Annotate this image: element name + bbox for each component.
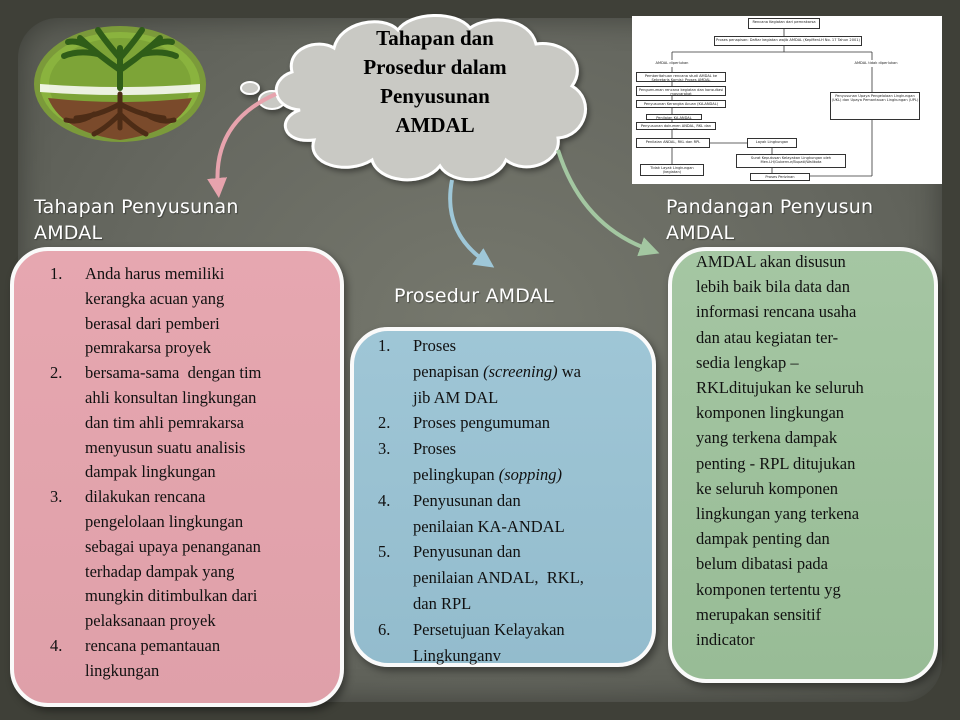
flow-node: AMDAL tidak diperlukan [840,60,912,67]
flow-node: Surat Keputusan Kelayakan Lingkungan oleh Men.LH/Gubernur/Bupati/Walikota [736,154,846,168]
flow-node: Pengumuman rencana kegiatan dan konsultasi masyarakat [636,86,726,96]
pandangan-title: Pandangan Penyusun AMDAL [666,196,874,244]
arrow-to-prosedur [450,180,486,262]
list-item: 5. Penyusunan dan penilaian ANDAL, RKL, dan RPL [378,542,584,613]
list-item: 4. Penyusunan dan penilaian KA-ANDAL [378,490,565,536]
list-item: 6. Persetujuan Kelayakan Lingkunganv [378,619,565,665]
list-item: 1. Proses penapisan (screening) wa jib AM DAL [378,336,582,407]
prosedur-title: Prosedur AMDAL [394,285,554,307]
list-item: 1. Anda harus memiliki kerangka acuan yang berasal dari pemberi pemrakarsa proyek [50,264,225,358]
flow-node: Rencana Kegiatan dari pemrakarsa [748,18,820,29]
flow-node: Proses Perizinan [750,173,810,181]
flow-node: Proses penapisan: Daftar kegiatan wajib AMDAL (KepMenLH No. 17 Tahun 2001) [714,36,862,46]
flow-node: AMDAL diperlukan [636,60,708,67]
list-item: 3. dilakukan rencana pengelolaan lingkungan sebagai upaya penanganan terhadap dampak yang mungkin ditimbulkan dari pelaksanaan proyek [50,487,261,631]
list-item: 3. Proses pelingkupan (sopping) [378,439,562,484]
pandangan-text: AMDAL akan disusun lebih baik bila data dan informasi rencana usaha dan atau kegiatan ter- sedia lengkap – RKLditujukan ke seluruh komponen lingkungan yang terkena dampak penting - RPL ditujukan ke seluruh komponen lingkungan yang terkena dampak penting dan belum dibatasi pada komponen tertentu yg merupakan sensitif indicator [696,252,864,650]
flow-node: Layak Lingkungan [747,138,797,148]
tahapan-list [50,262,330,684]
flow-node: Tidak Layak Lingkungan (kegiatan) [640,164,704,176]
cloud-title: Tahapan dan Prosedur dalam Penyusunan AMDAL [363,26,507,137]
flow-node: Penyusunan dokumen ANDAL, RKL dan RPL [636,122,716,130]
flow-node: Penilaian ANDAL, RKL dan RPL [636,138,710,148]
list-item: 2. Proses pengumuman [378,413,551,433]
list-item: 4. rencana pemantauan lingkungan [50,635,221,680]
flow-node: Penyusunan Kerangka Acuan (KA-ANDAL) [636,100,726,108]
flow-node: Penilaian KA-ANDAL [646,114,702,120]
list-item: 2. bersama-sama dengan tim ahli konsultan lingkungan dan tim ahli pemrakarsa menyusun suatu analisis dampak lingkungan [50,363,262,482]
flow-node: Penyusunan Upaya Pengelolaan Lingkungan (UKL) dan Upaya Pemantauan Lingkungan (UPL) [830,92,920,120]
flow-node: Pemberitahuan rencana studi AMDAL ke Sekretaris Komisi; Proses AMDAL [636,72,726,82]
amdal-flowchart-image [632,16,942,184]
prosedur-list [378,333,654,668]
tahapan-title: Tahapan Penyusunan AMDAL [34,196,239,244]
